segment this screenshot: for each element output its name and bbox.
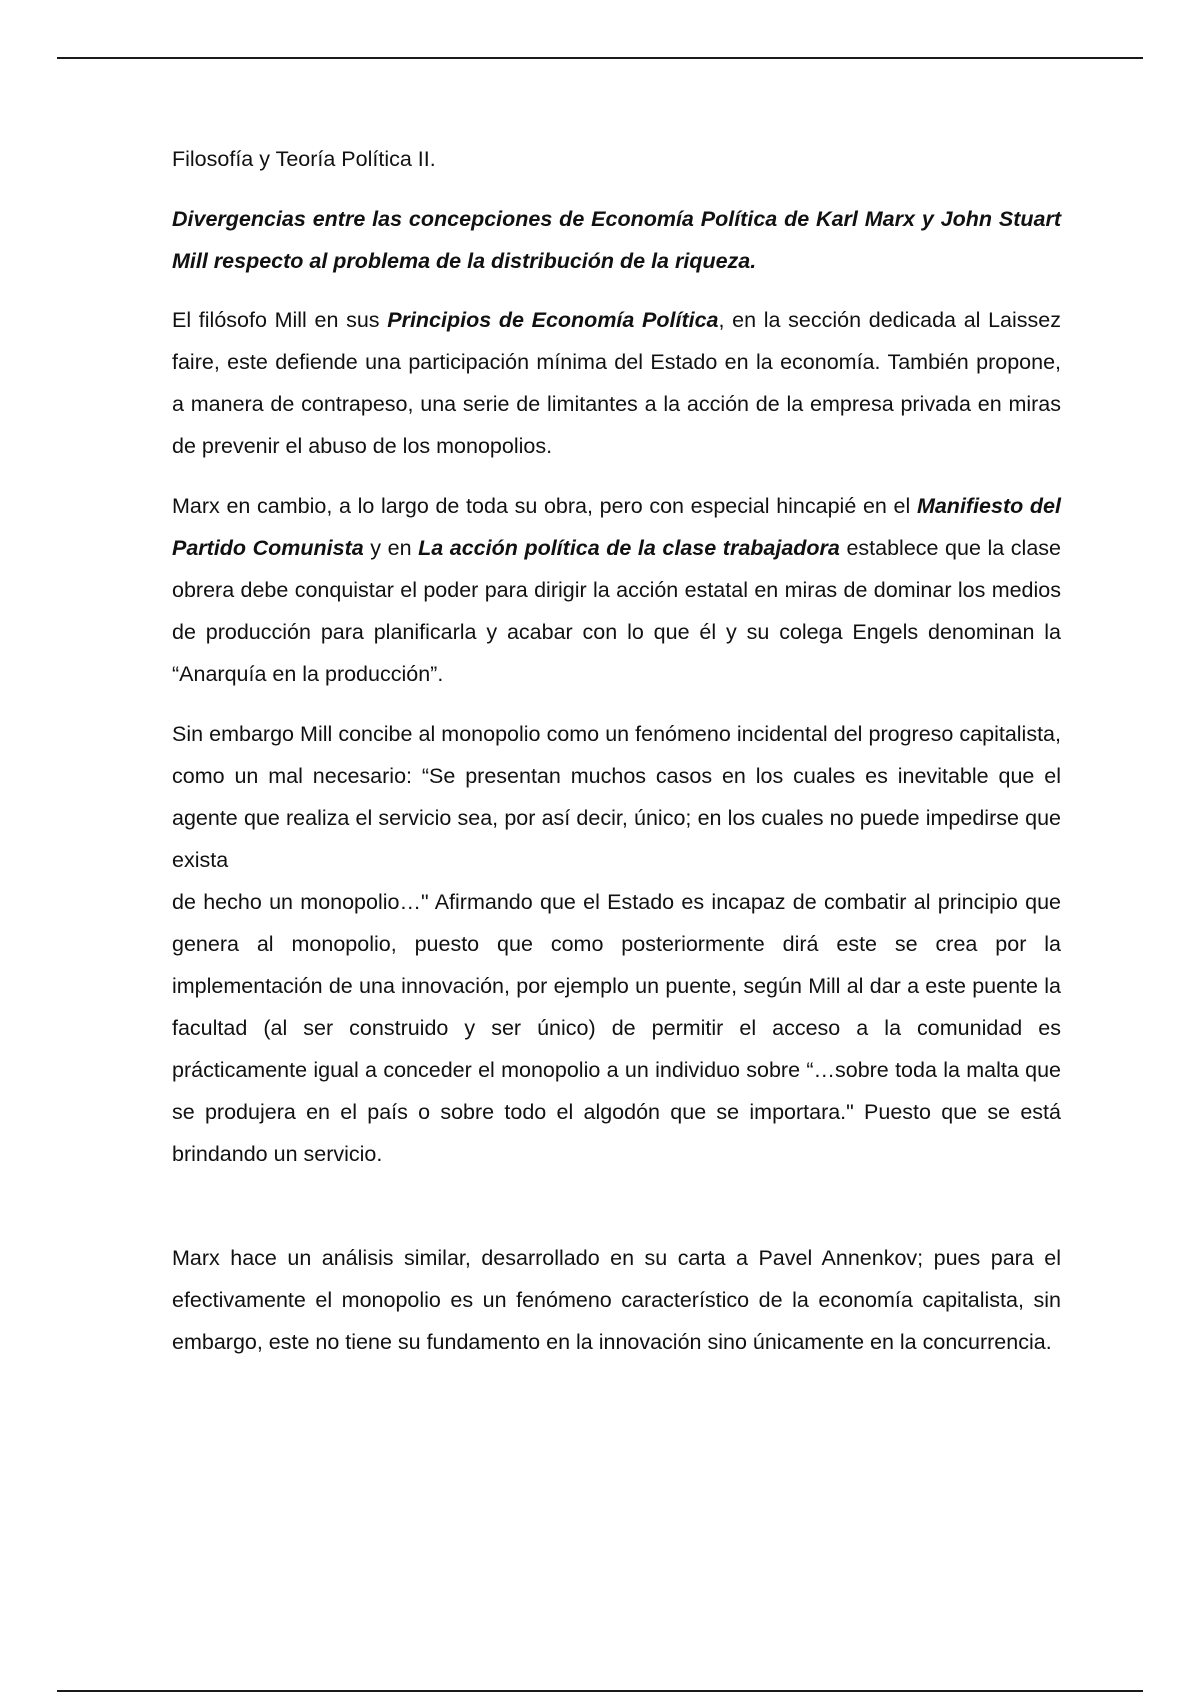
paragraph-3 (172, 713, 1061, 1175)
paragraph-1 (172, 299, 1061, 467)
paragraph-2 (172, 485, 1061, 695)
book-title-manifiesto: Manifiesto del Partido Comunista (172, 494, 1061, 560)
book-title-accion-politica: La acción política de la clase trabajadora (418, 536, 840, 560)
paragraph-3-text-b: de hecho un monopolio…" Afirmando que el Estado es incapaz de combatir al principio que genera al monopolio, puesto que como posteriormente dirá este se crea por la implementación de una innovación, por ejemplo un puente, según Mill al dar a este puente la facultad (al ser construido y ser único) de permitir el acceso a la comunidad es prácticamente igual a conceder el monopolio a un individuo sobre “…sobre toda la malta que se produjera en el país o sobre todo el algodón que se importara." Puesto que se está brindando un servicio. (172, 890, 1061, 1166)
header-rule (57, 57, 1143, 59)
paragraph-3-text-a: Sin embargo Mill concibe al monopolio como un fenómeno incidental del progreso capitalista, como un mal necesario: “Se presentan muchos casos en los cuales es inevitable que el agente que realiza el servicio sea, por así decir, único; en los cuales no puede impedirse que exista (172, 722, 1061, 872)
paragraph-2-text-a: Marx en cambio, a lo largo de toda su obra, pero con especial hincapié en el (172, 494, 917, 518)
paragraph-spacer (172, 1193, 1061, 1237)
paragraph-1-text-b: , en la sección dedicada al Laissez faire, este defiende una participación mínima del Estado en la economía. También propone, a manera de contrapeso, una serie de limitantes a la acción de la empresa privada en miras de prevenir el abuso de los monopolios. (172, 308, 1061, 458)
essay-title: Divergencias entre las concepciones de Economía Política de Karl Marx y John Stuart Mill respecto al problema de la distribución de la riqueza. (172, 207, 1061, 273)
footer-rule (57, 1690, 1143, 1692)
paragraph-1-text-a: El filósofo Mill en sus (172, 308, 388, 332)
book-title-principios: Principios de Economía Política (387, 308, 719, 332)
document-body (172, 138, 1061, 1381)
course-subject: Filosofía y Teoría Política II. (172, 147, 436, 171)
paragraph-2-text-b: y en (363, 536, 419, 560)
paragraph-4: Marx hace un análisis similar, desarrollado en su carta a Pavel Annenkov; pues para el efectivamente el monopolio es un fenómeno característico de la economía capitalista, sin embargo, este no tiene su fundamento en la innovación sino únicamente en la concurrencia. (172, 1246, 1061, 1354)
paragraph-2-text-c: establece que la clase obrera debe conquistar el poder para dirigir la acción estatal en miras de dominar los medios de producción para planificarla y acabar con lo que él y su colega Engels denominan la “Anarquía en la producción”. (172, 536, 1061, 686)
